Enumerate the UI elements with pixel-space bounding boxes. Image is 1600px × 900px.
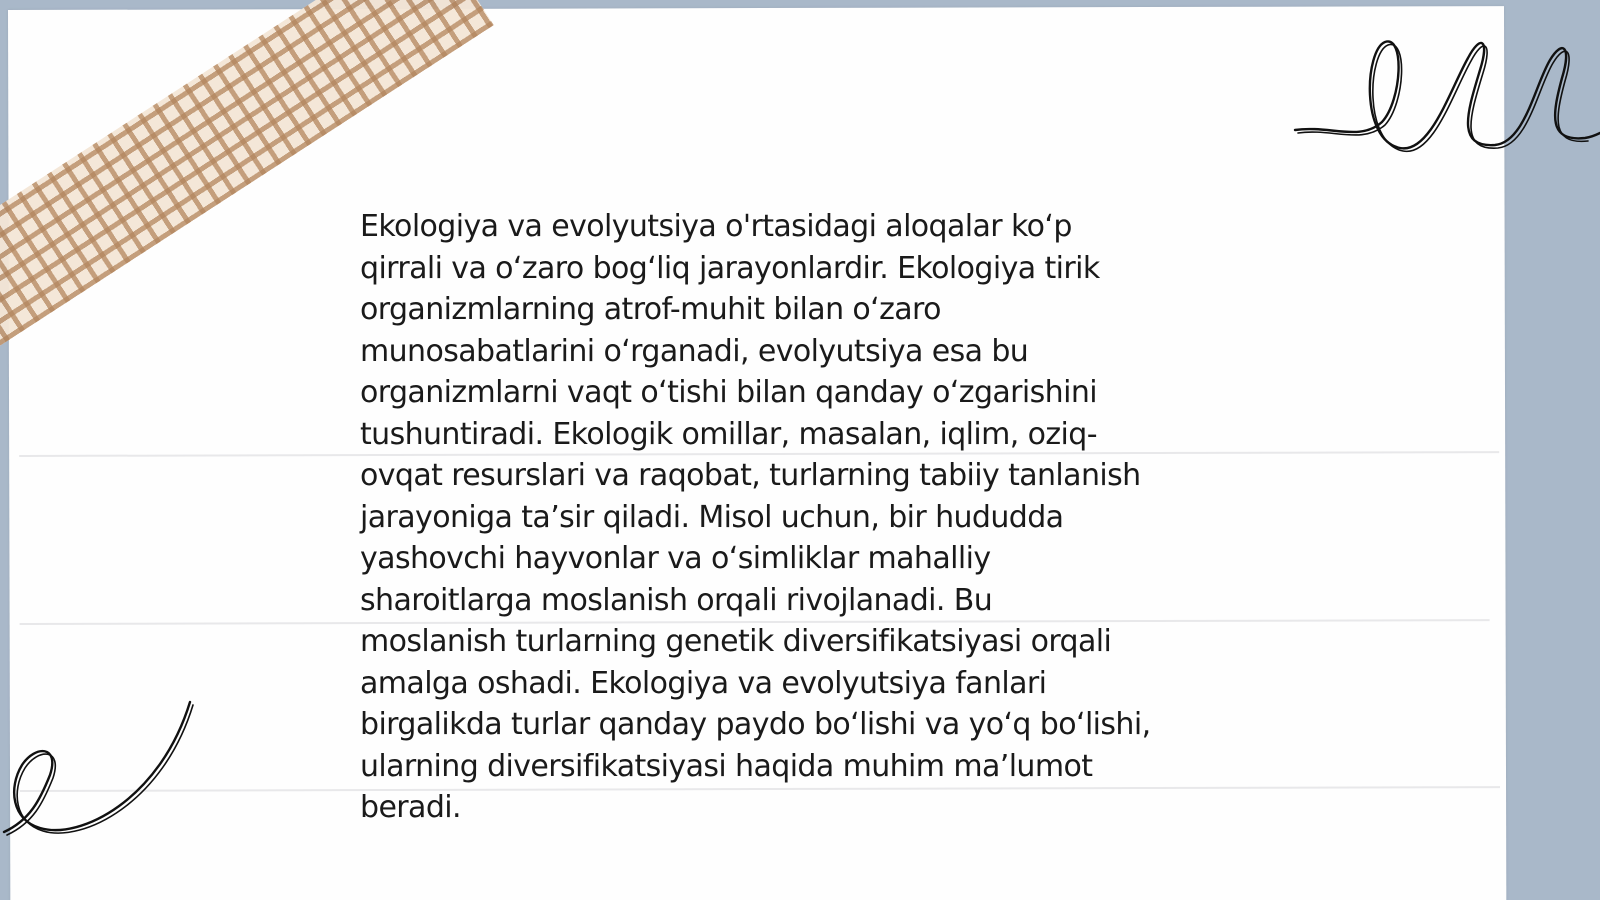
loop-scribble-icon xyxy=(1290,30,1600,165)
swirl-checkmark-icon xyxy=(0,690,200,850)
body-text: Ekologiya va evolyutsiya o'rtasidagi aloqalar ko‘p qirrali va o‘zaro bog‘liq jarayonlardir. Ekologiya tirik organizmlarning atrof-muhit bilan o‘zaro munosabatlarini o‘rganadi, evolyutsiya esa bu organizmlarni vaqt o‘tishi bilan qanday o‘zgarishini tushuntiradi. Ekologik omillar, masalan, iqlim, oziq- ovqat resurslari va raqobat, turlarning tabiiy tanlanish jarayoniga ta’sir qiladi. Misol uchun, bir hududda yashovchi hayvonlar va o‘simliklar mahalliy sharoitlarga moslanish orqali rivojlanadi. Bu moslanish turlarning genetik diversifikatsiyasi orqali amalga oshadi. Ekologiya va evolyutsiya fanlari birgalikda turlar qanday paydo bo‘lishi va yo‘q bo‘lishi, ularning diversifikatsiyasi haqida muhim ma’lumot beradi. xyxy=(360,209,1151,825)
